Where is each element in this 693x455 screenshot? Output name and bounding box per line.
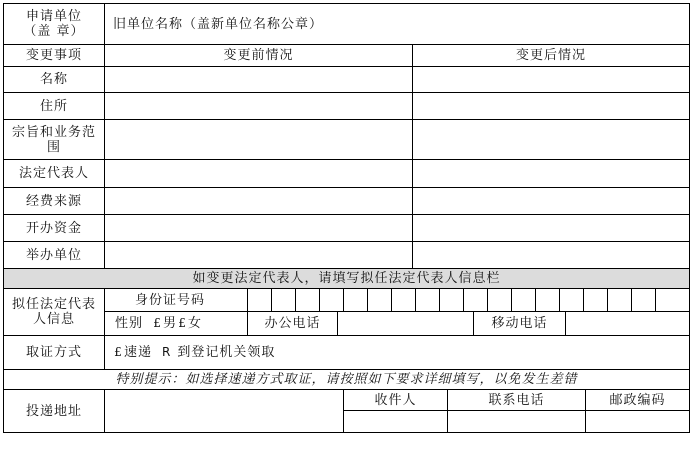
mobile-phone-label: 移动电话 — [473, 311, 566, 336]
item-label-legal-rep: 法定代表人 — [3, 159, 105, 188]
delivery-address-label: 投递地址 — [3, 389, 105, 433]
id-digit-box[interactable] — [295, 288, 320, 312]
legal-rep-section-label: 拟任法定代表人信息 — [3, 288, 105, 336]
id-digit-box[interactable] — [511, 288, 536, 312]
header-item: 变更事项 — [3, 44, 105, 67]
id-digit-box[interactable] — [463, 288, 488, 312]
male-checkbox-icon[interactable]: £ — [153, 316, 162, 330]
applicant-name-field[interactable] — [104, 3, 690, 45]
item-label-scope: 宗旨和业务范围 — [3, 119, 105, 160]
legal-rep-banner: 如变更法定代表人，请填写拟任法定代表人信息栏 — [3, 268, 690, 289]
certificate-method-options — [104, 335, 690, 370]
legal-rep-before-field[interactable] — [104, 159, 413, 188]
special-notice: 特别提示：如选择速递方式取证，请按照如下要求详细填写，以免发生差错 — [3, 369, 690, 390]
name-before-field[interactable] — [104, 66, 413, 93]
header-after: 变更后情况 — [412, 44, 690, 67]
applicant-name-value: 旧单位名称（盖新单位名称公章） — [113, 16, 324, 32]
female-label: 女 — [188, 316, 203, 331]
id-number-label: 身份证号码 — [104, 288, 248, 312]
item-label-name: 名称 — [3, 66, 105, 93]
address-after-field[interactable] — [412, 92, 690, 120]
id-digit-box[interactable] — [559, 288, 584, 312]
male-label: 男 — [163, 316, 178, 331]
id-digit-box[interactable] — [391, 288, 416, 312]
sponsor-before-field[interactable] — [104, 241, 413, 269]
item-label-sponsor: 举办单位 — [3, 241, 105, 269]
gender-label: 性别 — [115, 316, 144, 331]
applicant-label — [3, 3, 105, 45]
id-digit-box[interactable] — [367, 288, 392, 312]
id-digit-box[interactable] — [535, 288, 560, 312]
contact-phone-label: 联系电话 — [447, 389, 586, 411]
address-before-field[interactable] — [104, 92, 413, 120]
id-digit-box[interactable] — [319, 288, 344, 312]
item-label-funding-source: 经费来源 — [3, 187, 105, 215]
postcode-field[interactable] — [585, 410, 690, 433]
female-checkbox-icon[interactable]: £ — [178, 316, 187, 330]
applicant-label-line1: 申请单位 — [25, 9, 82, 24]
name-after-field[interactable] — [412, 66, 690, 93]
contact-phone-field[interactable] — [447, 410, 586, 433]
funding-source-before-field[interactable] — [104, 187, 413, 215]
pickup-checkbox-icon[interactable]: R — [162, 345, 172, 359]
id-digit-box[interactable] — [583, 288, 608, 312]
certificate-method-label: 取证方式 — [3, 335, 105, 370]
postcode-label: 邮政编码 — [585, 389, 690, 411]
id-digit-box[interactable] — [439, 288, 464, 312]
id-digit-box[interactable] — [271, 288, 296, 312]
item-label-capital: 开办资金 — [3, 214, 105, 242]
office-phone-field[interactable] — [337, 311, 474, 336]
capital-before-field[interactable] — [104, 214, 413, 242]
id-digit-box[interactable] — [343, 288, 368, 312]
gender-group — [104, 311, 248, 336]
mobile-phone-field[interactable] — [565, 311, 690, 336]
recipient-label: 收件人 — [343, 389, 448, 411]
id-digit-box[interactable] — [631, 288, 656, 312]
header-before: 变更前情况 — [104, 44, 413, 67]
id-digit-box[interactable] — [607, 288, 632, 312]
item-label-address: 住所 — [3, 92, 105, 120]
pickup-option-label: 到登记机关领取 — [177, 345, 276, 360]
scope-after-field[interactable] — [412, 119, 690, 160]
id-digit-box[interactable] — [415, 288, 440, 312]
express-checkbox-icon[interactable]: £ — [114, 345, 123, 359]
applicant-label-line2: （盖 章） — [23, 24, 85, 39]
id-digit-box[interactable] — [655, 288, 690, 312]
change-registration-form — [3, 3, 690, 433]
funding-source-after-field[interactable] — [412, 187, 690, 215]
capital-after-field[interactable] — [412, 214, 690, 242]
express-option-label: 速递 — [124, 345, 153, 360]
id-digit-box[interactable] — [487, 288, 512, 312]
recipient-field[interactable] — [343, 410, 448, 433]
scope-before-field[interactable] — [104, 119, 413, 160]
legal-rep-after-field[interactable] — [412, 159, 690, 188]
sponsor-after-field[interactable] — [412, 241, 690, 269]
id-digit-box[interactable] — [247, 288, 272, 312]
delivery-address-field[interactable] — [104, 389, 344, 433]
office-phone-label: 办公电话 — [247, 311, 338, 336]
